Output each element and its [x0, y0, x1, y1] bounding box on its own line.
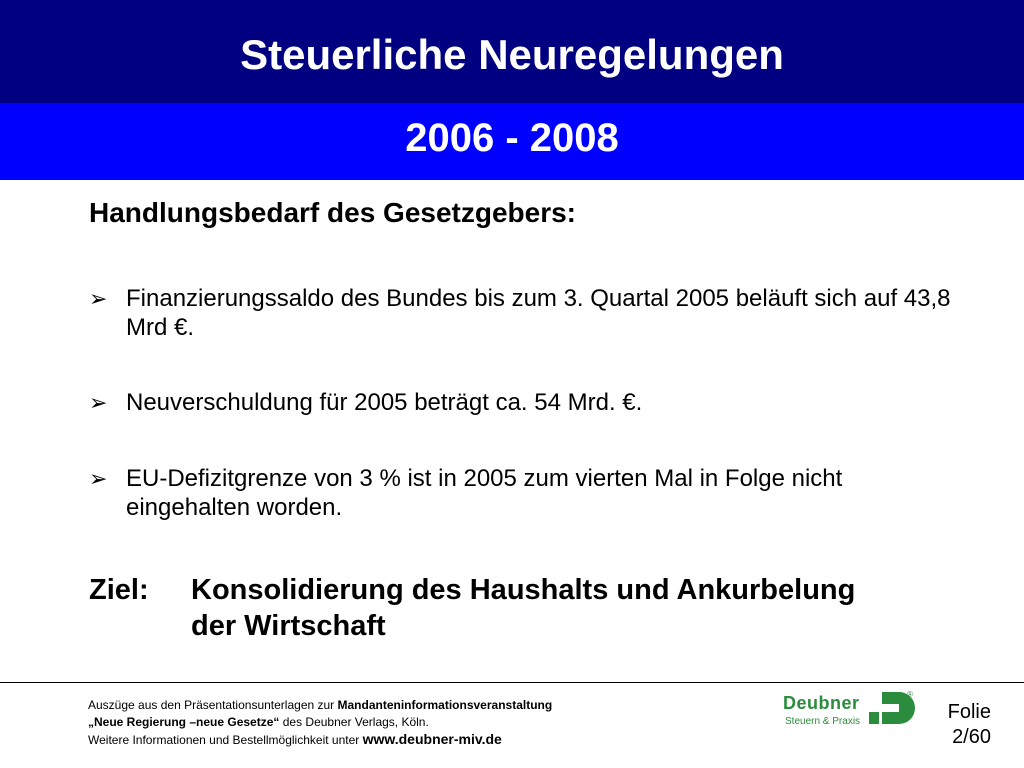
bullet-item — [89, 464, 969, 522]
bullet-text: EU-Defizitgrenze von 3 % ist in 2005 zum vierten Mal in Folge nicht eingehalten worden. — [126, 465, 843, 521]
subtitle-bar — [0, 103, 1024, 180]
logo-tagline: Steuern & Praxis — [785, 716, 861, 727]
arrow-bullet-icon: ➢ — [89, 390, 108, 415]
deubner-d-mark-icon — [869, 688, 917, 728]
footer-event-title: „Neue Regierung –neue Gesetze“ — [88, 715, 280, 729]
title-bar — [0, 0, 1024, 103]
footer-line-3 — [88, 731, 552, 749]
footer-line-1-text: Auszüge aus den Präsentationsunterlagen zur — [88, 698, 338, 712]
goal-label: Ziel: — [89, 574, 149, 606]
folio-label: Folie — [947, 701, 991, 723]
arrow-bullet-icon: ➢ — [89, 466, 108, 491]
footer-publisher-text: des Deubner Verlags, Köln. — [279, 715, 429, 729]
section-heading: Handlungsbedarf des Gesetzgebers: — [89, 197, 577, 228]
footer-info-text: Weitere Informationen und Bestellmöglichkeit unter — [88, 733, 363, 747]
bullet-item — [89, 388, 642, 417]
footer-source-note — [88, 697, 552, 749]
folio-number: 2/60 — [952, 726, 991, 748]
goal-text: Konsolidierung des Haushalts und Ankurbelung der Wirtschaft — [191, 574, 856, 642]
footer-url-link[interactable]: www.deubner-miv.de — [362, 731, 502, 747]
footer-event-name: Mandanteninformationsveranstaltung — [337, 698, 553, 712]
arrow-bullet-icon: ➢ — [89, 286, 108, 311]
footer-line-1 — [88, 697, 552, 714]
slide-subtitle: 2006 - 2008 — [405, 116, 619, 160]
slide-content — [89, 196, 969, 642]
deubner-logo — [783, 688, 923, 736]
logo-name: Deubner — [783, 693, 860, 713]
bullet-item — [89, 284, 969, 342]
slide-number — [935, 700, 991, 750]
footer-line-2 — [88, 714, 552, 731]
slide-title: Steuerliche Neuregelungen — [240, 31, 784, 78]
registered-mark: ® — [907, 690, 913, 699]
footer-divider — [0, 682, 1024, 683]
bullet-text: Finanzierungssaldo des Bundes bis zum 3. Quartal 2005 beläuft sich auf 43,8 Mrd €. — [126, 285, 951, 341]
bullet-text: Neuverschuldung für 2005 beträgt ca. 54 Mrd. €. — [126, 389, 643, 416]
